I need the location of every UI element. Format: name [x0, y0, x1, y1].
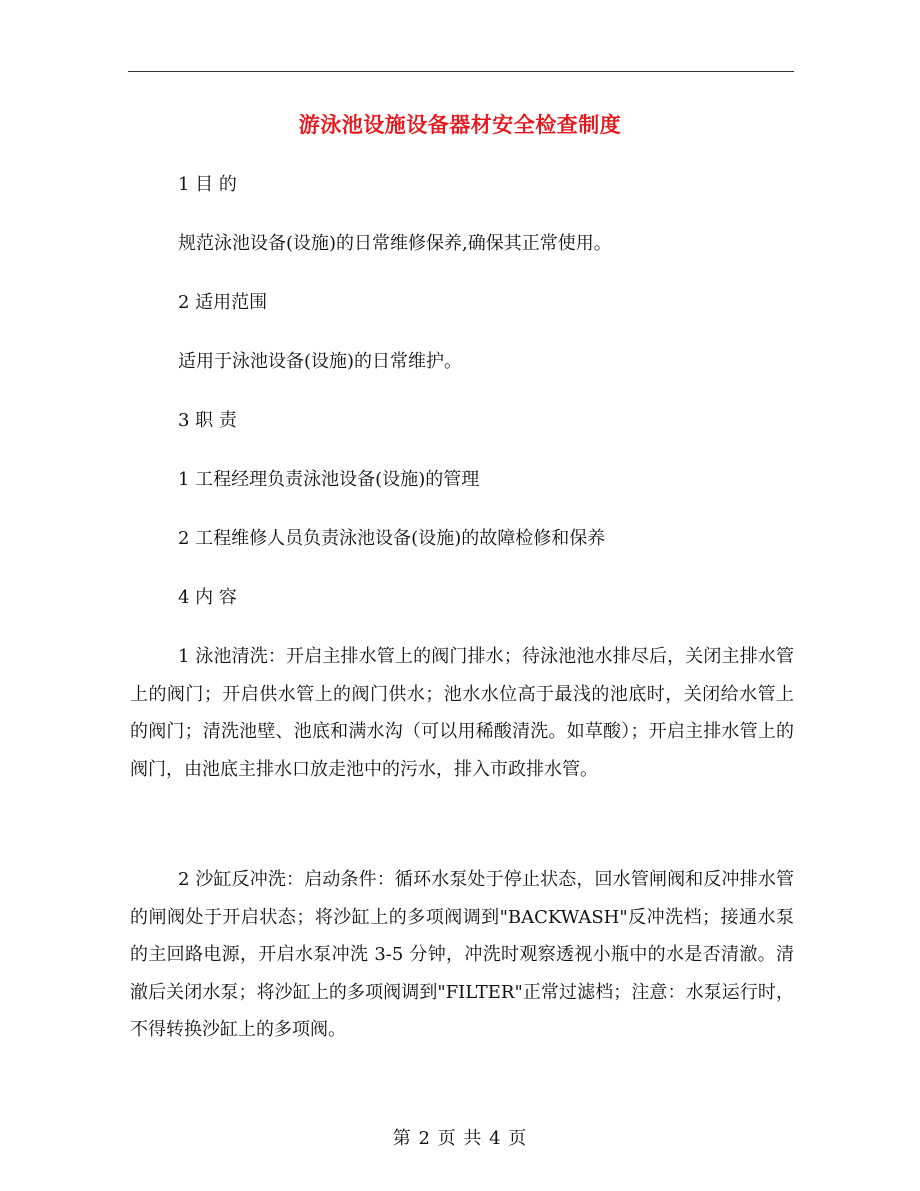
header-rule — [128, 71, 794, 72]
document-title: 游泳池设施设备器材安全检查制度 — [298, 112, 622, 137]
purpose-heading: 1 目 的 — [178, 174, 237, 195]
content-paragraph-1: 1 泳池清洗：开启主排水管上的阀门排水；待泳池池水排尽后，关闭主排水管上的阀门；开启供水管上的阀门供水；池水水位高于最浅的池底时，关闭给水管上的阀门；清洗池壁、池底和满水沟（可以用稀酸清洗。如草酸）；开启主排水管上的阀门，由池底主排水口放走池中的污水，排入市政排水管。 — [130, 646, 794, 780]
page-number: 第 2 页 共 4 页 — [392, 1128, 528, 1149]
content-heading: 4 内 容 — [178, 587, 237, 608]
scope-text: 适用于泳池设备(设施)的日常维护。 — [178, 351, 463, 372]
scope-heading: 2 适用范围 — [178, 292, 268, 313]
purpose-text: 规范泳池设备(设施)的日常维修保养,确保其正常使用。 — [178, 233, 612, 254]
content-paragraph-2: 2 沙缸反冲洗：启动条件：循环水泵处于停止状态，回水管闸阀和反冲排水管的闸阀处于开启状态；将沙缸上的多项阀调到"BACKWASH"反冲洗档；接通水泵的主回路电源，开启水泵冲洗 3-5 分钟，冲洗时观察透视小瓶中的水是否清澈。清澈后关闭水泵；将沙缸上的多项阀调到"FILTER"正常过滤档；注意：水泵运行时，不得转换沙缸上的多项阀。 — [130, 869, 794, 1040]
duty-heading: 3 职 责 — [178, 410, 237, 431]
duty-item-2: 2 工程维修人员负责泳池设备(设施)的故障检修和保养 — [178, 528, 606, 549]
duty-item-1: 1 工程经理负责泳池设备(设施)的管理 — [178, 469, 480, 490]
